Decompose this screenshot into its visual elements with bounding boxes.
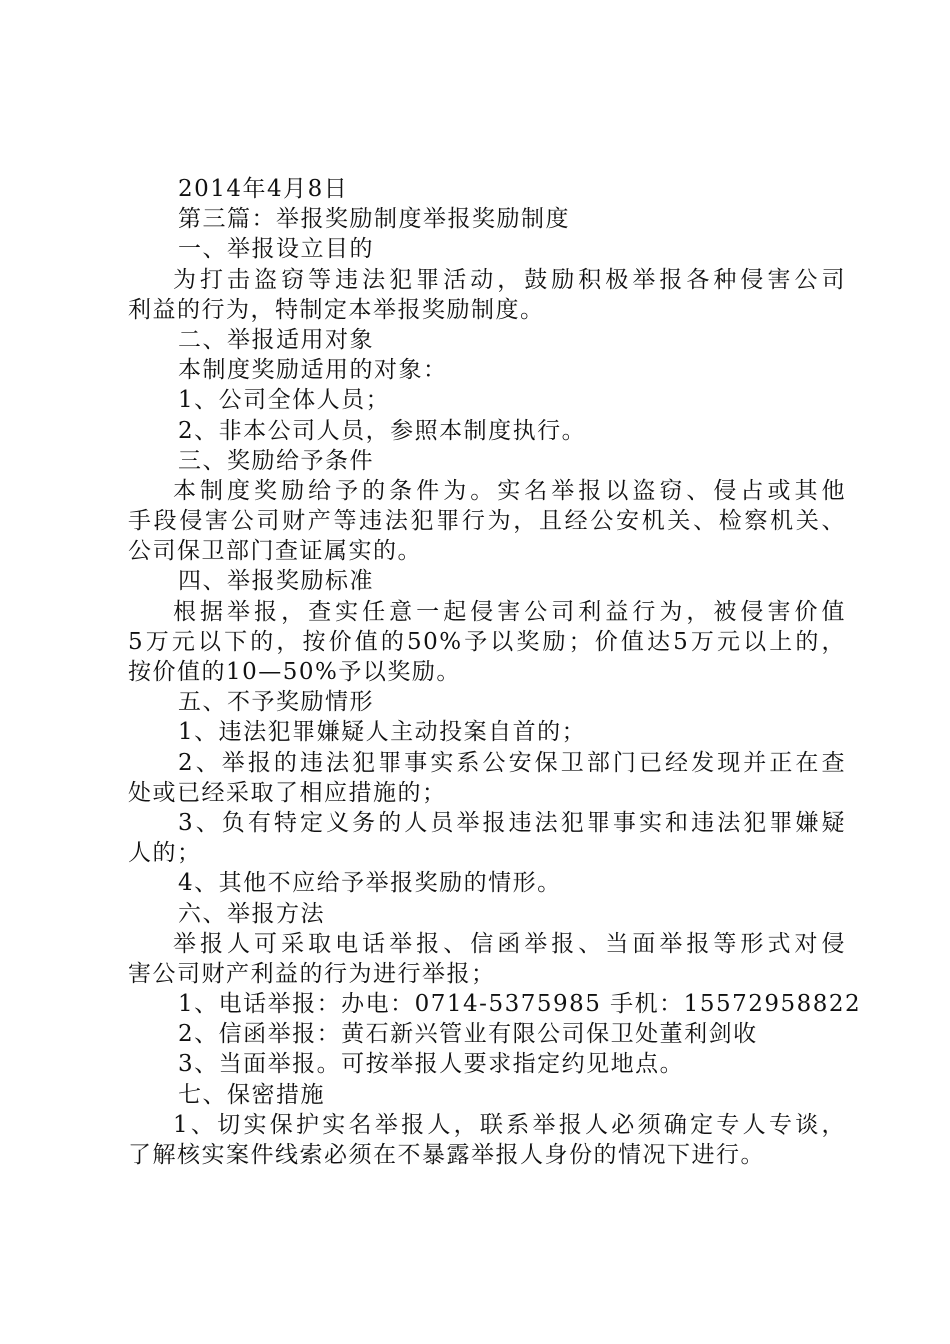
list-item-line: 2、举报的违法犯罪事实系公安保卫部门已经发现并正在查 bbox=[178, 749, 846, 776]
heading-purpose: 一、举报设立目的 bbox=[178, 236, 374, 263]
list-item-line: 1、切实保护实名举报人，联系举报人必须确定专人专谈， bbox=[173, 1111, 846, 1138]
list-item-line: 处或已经采取了相应措施的； bbox=[128, 779, 447, 806]
heading-standard: 四、举报奖励标准 bbox=[178, 568, 374, 595]
paragraph-conditions-line: 手段侵害公司财产等违法犯罪行为，且经公安机关、检察机关、 bbox=[128, 508, 846, 535]
list-item-line: 3、负有特定义务的人员举报违法犯罪事实和违法犯罪嫌疑 bbox=[178, 809, 846, 836]
list-item: 4、其他不应给予举报奖励的情形。 bbox=[178, 870, 562, 897]
document-body bbox=[128, 174, 862, 1170]
heading-methods: 六、举报方法 bbox=[178, 900, 325, 927]
list-item: 3、当面举报。可按举报人要求指定约见地点。 bbox=[178, 1051, 685, 1078]
heading-scope: 二、举报适用对象 bbox=[178, 326, 374, 353]
list-item: 2、信函举报：黄石新兴管业有限公司保卫处董利剑收 bbox=[178, 1021, 758, 1048]
heading-confidentiality: 七、保密措施 bbox=[178, 1081, 325, 1108]
paragraph-methods-line: 举报人可采取电话举报、信函举报、当面举报等形式对侵 bbox=[173, 930, 846, 957]
paragraph-conditions-line: 公司保卫部门查证属实的。 bbox=[128, 538, 422, 565]
section-title: 第三篇：举报奖励制度举报奖励制度 bbox=[178, 206, 570, 233]
list-item-line: 人的； bbox=[128, 840, 202, 867]
paragraph-standard-line: 根据举报，查实任意一起侵害公司利益行为，被侵害价值 bbox=[173, 598, 846, 625]
document-date: 2014年4月8日 bbox=[178, 176, 349, 202]
paragraph-standard-line: 按价值的10—50%予以奖励。 bbox=[128, 659, 461, 685]
paragraph-purpose-line: 为打击盗窃等违法犯罪活动，鼓励积极举报各种侵害公司 bbox=[173, 266, 846, 293]
paragraph-standard-line: 5万元以下的，按价值的50%予以奖励；价值达5万元以上的， bbox=[128, 628, 846, 655]
list-item-line: 了解核实案件线索必须在不暴露举报人身份的情况下进行。 bbox=[128, 1142, 765, 1168]
list-item: 1、公司全体人员； bbox=[178, 387, 391, 414]
heading-exclusions: 五、不予奖励情形 bbox=[178, 689, 374, 716]
list-item: 1、电话举报：办电：0714-5375985 手机：15572958822 bbox=[178, 991, 862, 1018]
heading-conditions: 三、奖励给予条件 bbox=[178, 447, 374, 474]
paragraph-purpose-line: 利益的行为，特制定本举报奖励制度。 bbox=[128, 296, 545, 323]
paragraph-conditions-line: 本制度奖励给予的条件为。实名举报以盗窃、侵占或其他 bbox=[173, 477, 846, 504]
paragraph-methods-line: 害公司财产利益的行为进行举报； bbox=[128, 960, 496, 987]
list-item: 2、非本公司人员，参照本制度执行。 bbox=[178, 417, 587, 444]
list-item: 1、违法犯罪嫌疑人主动投案自首的； bbox=[178, 719, 587, 746]
paragraph-scope: 本制度奖励适用的对象： bbox=[178, 357, 448, 384]
